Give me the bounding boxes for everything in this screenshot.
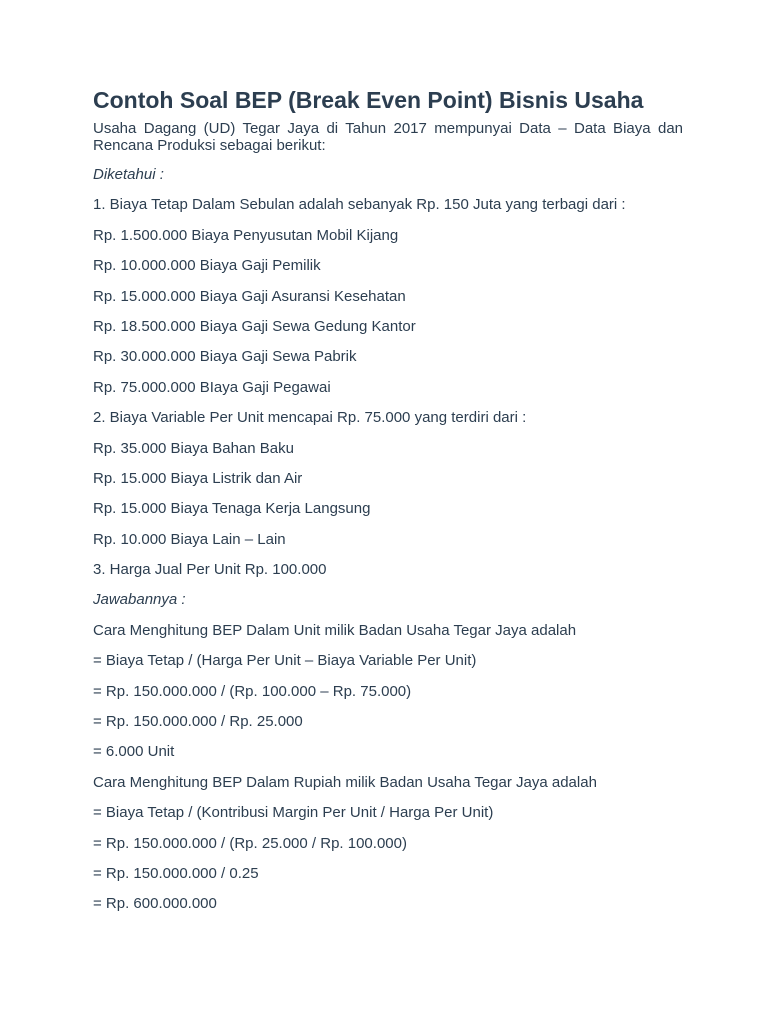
text-line: Rp. 18.500.000 Biaya Gaji Sewa Gedung Kantor xyxy=(93,317,416,335)
text-line: = Biaya Tetap / (Kontribusi Margin Per Unit / Harga Per Unit) xyxy=(93,804,494,822)
text-line: Rp. 75.000.000 BIaya Gaji Pegawai xyxy=(93,378,331,396)
text-line: 1. Biaya Tetap Dalam Sebulan adalah sebanyak Rp. 150 Juta yang terbagi dari : xyxy=(93,196,626,214)
text-line: Rp. 1.500.000 Biaya Penyusutan Mobil Kijang xyxy=(93,226,399,244)
text-line: = Rp. 150.000.000 / 0.25 xyxy=(93,864,259,882)
text-line: 3. Harga Jual Per Unit Rp. 100.000 xyxy=(93,561,327,579)
document-page xyxy=(93,84,683,926)
text-line: Rp. 15.000 Biaya Tenaga Kerja Langsung xyxy=(93,500,371,518)
page-title: Contoh Soal BEP (Break Even Point) Bisnis Usaha xyxy=(93,87,644,113)
text-line: = Rp. 600.000.000 xyxy=(93,895,217,913)
text-line: Cara Menghitung BEP Dalam Unit milik Badan Usaha Tegar Jaya adalah xyxy=(93,621,577,639)
text-line: Rp. 15.000 Biaya Listrik dan Air xyxy=(93,469,303,487)
text-line: = 6.000 Unit xyxy=(93,743,175,761)
text-line: Jawabannya : xyxy=(93,591,186,609)
text-line: Rp. 10.000 Biaya Lain – Lain xyxy=(93,530,286,548)
intro-paragraph: Usaha Dagang (UD) Tegar Jaya di Tahun 2017 mempunyai Data – Data Biaya dan Rencana Produksi sebagai berikut: xyxy=(93,120,683,154)
text-line: Rp. 35.000 Biaya Bahan Baku xyxy=(93,439,294,457)
text-line: Cara Menghitung BEP Dalam Rupiah milik Badan Usaha Tegar Jaya adalah xyxy=(93,773,597,791)
text-line: Rp. 10.000.000 Biaya Gaji Pemilik xyxy=(93,257,321,275)
text-line: 2. Biaya Variable Per Unit mencapai Rp. 75.000 yang terdiri dari : xyxy=(93,409,527,427)
text-line: = Rp. 150.000.000 / Rp. 25.000 xyxy=(93,713,303,731)
text-line: Diketahui : xyxy=(93,166,164,183)
content-lines xyxy=(93,166,683,913)
text-line: Rp. 15.000.000 Biaya Gaji Asuransi Kesehatan xyxy=(93,287,406,305)
text-line: = Rp. 150.000.000 / (Rp. 25.000 / Rp. 100.000) xyxy=(93,834,407,852)
text-line: = Rp. 150.000.000 / (Rp. 100.000 – Rp. 75.000) xyxy=(93,682,412,700)
text-line: Rp. 30.000.000 Biaya Gaji Sewa Pabrik xyxy=(93,348,357,366)
text-line: = Biaya Tetap / (Harga Per Unit – Biaya Variable Per Unit) xyxy=(93,652,477,670)
